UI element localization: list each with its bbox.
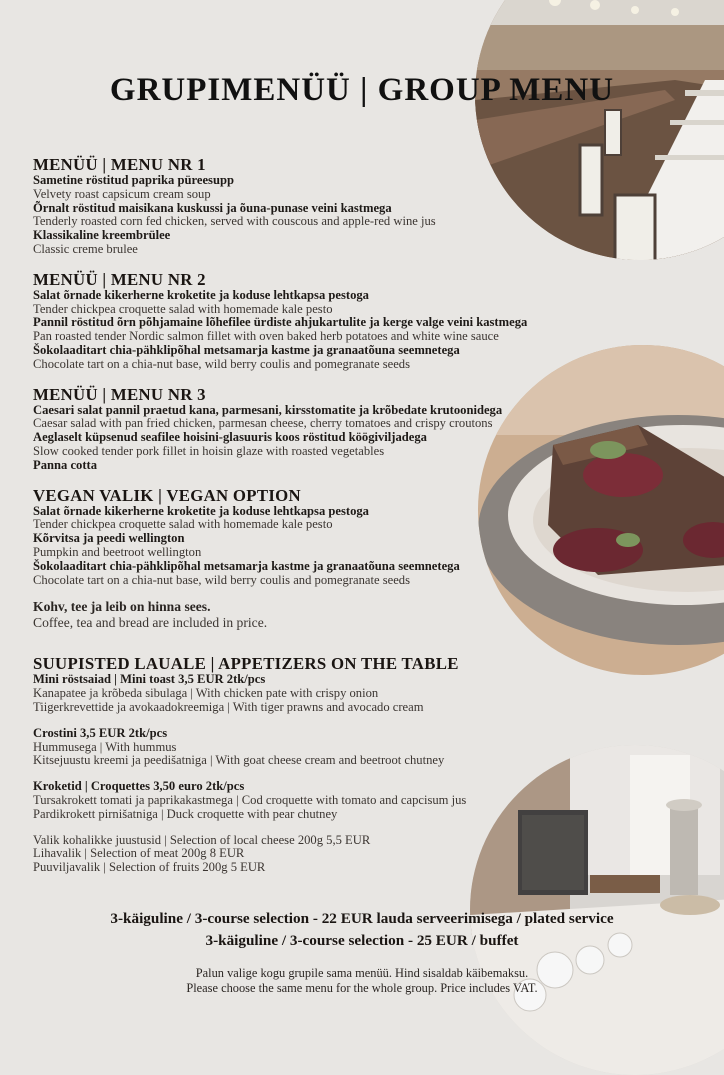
crostini-line-2: Kitsejuustu kreemi ja peedišatniga | With goat cheese cream and beetroot chutney (33, 753, 445, 768)
crostini-title: Crostini 3,5 EUR 2tk/pcs (33, 725, 168, 740)
menu2-item-3-en: Chocolate tart on a chia-nut base, wild berry coulis and pomegranate seeds (33, 356, 410, 371)
croquettes-title: Kroketid | Croquettes 3,50 euro 2tk/pcs (33, 779, 245, 794)
menu2-item-2-en: Pan roasted tender Nordic salmon fillet with oven baked herb potatoes and white wine sauce (33, 329, 499, 344)
vegan-heading: VEGAN VALIK | VEGAN OPTION (33, 485, 301, 505)
menu2-item-1-et: Salat õrnade kikerherne kroketite ja koduse lehtkapsa pestoga (33, 287, 369, 302)
vegan-item-3-en: Chocolate tart on a chia-nut base, wild berry coulis and pomegranate seeds (33, 572, 410, 587)
menu3-item-1-et: Caesari salat pannil praetud kana, parmesani, kirsstomatite ja krõbedate krutoonidega (33, 402, 503, 417)
selection-meat: Lihavalik | Selection of meat 200g 8 EUR (33, 846, 245, 861)
menu-content (33, 156, 683, 875)
menu3-item-2-et: Aeglaselt küpsenud seafilee hoisini-glasuuris koos röstitud köögiviljadega (33, 430, 427, 445)
page-title: GRUPIMENÜÜ | GROUP MENU (109, 72, 615, 108)
menu3-item-1-en: Caesar salad with pan fried chicken, parmesan cheese, cherry tomatoes and crispy croutons (33, 416, 493, 431)
menu1-item-2-en: Tenderly roasted corn fed chicken, served with couscous and apple-red wine jus (33, 214, 436, 229)
price-buffet: 3-käiguline / 3-course selection - 25 EUR / buffet (205, 932, 519, 949)
included-note-et: Kohv, tee ja leib on hinna sees. (33, 599, 211, 615)
crostini-line-1: Hummusega | With hummus (33, 739, 177, 754)
appetizers-heading: SUUPISTED LAUALE | APPETIZERS ON THE TABLE (33, 654, 459, 674)
footer-note (0, 966, 724, 995)
croquettes-line-1: Tursakrokett tomati ja paprikakastmega | Cod croquette with tomato and capcisum jus (33, 792, 467, 807)
vegan-item-1-en: Tender chickpea croquette salad with homemade kale pesto (33, 517, 333, 532)
vegan-item-1-et: Salat õrnade kikerherne kroketite ja koduse lehtkapsa pestoga (33, 503, 369, 518)
menu2-heading: MENÜÜ | MENU NR 2 (33, 269, 206, 289)
menu2-item-3-et: Šokolaaditart chia-pähklipõhal metsamarja kastme ja granaatõuna seemnetega (33, 342, 460, 357)
footer-en: Please choose the same menu for the whole group. Price includes VAT. (186, 980, 538, 995)
menu3-heading: MENÜÜ | MENU NR 3 (33, 384, 206, 404)
menu1-item-1-et: Sametine röstitud paprika püreesupp (33, 173, 234, 187)
included-note-en: Coffee, tea and bread are included in price. (33, 615, 268, 631)
vegan-item-2-en: Pumpkin and beetroot wellington (33, 544, 202, 559)
mini-toast-title: Mini röstsaiad | Mini toast 3,5 EUR 2tk/pcs (33, 672, 266, 687)
menu1-item-1-en: Velvety roast capsicum cream soup (33, 186, 211, 201)
menu1-item-3-en: Classic creme brulee (33, 241, 138, 256)
mini-toast-line-2: Tiigerkrevettide ja avokaadokreemiga | With tiger prawns and avocado cream (33, 699, 424, 714)
menu1-item-3-et: Klassikaline kreembrülee (33, 228, 171, 243)
croquettes-line-2: Pardikrokett pirnišatniga | Duck croquette with pear chutney (33, 806, 338, 821)
selection-fruits: Puuviljavalik | Selection of fruits 200g 5 EUR (33, 860, 266, 875)
selection-cheese: Valik kohalikke juustusid | Selection of local cheese 200g 5,5 EUR (33, 832, 371, 847)
menu2-item-1-en: Tender chickpea croquette salad with homemade kale pesto (33, 301, 333, 316)
menu2-item-2-et: Pannil röstitud õrn põhjamaine lõhefilee ürdiste ahjukartulite ja kerge valge veini kastmega (33, 315, 528, 330)
menu1-heading: MENÜÜ | MENU NR 1 (33, 155, 206, 174)
menu3-item-3-et: Panna cotta (33, 457, 98, 472)
vegan-item-2-et: Kõrvitsa ja peedi wellington (33, 531, 185, 546)
mini-toast-line-1: Kanapatee ja krõbeda sibulaga | With chicken pate with crispy onion (33, 686, 379, 701)
menu3-item-2-en: Slow cooked tender pork fillet in hoisin glaze with roasted vegetables (33, 443, 385, 458)
footer-et: Palun valige kogu grupile sama menüü. Hind sisaldab käibemaksu. (195, 966, 529, 980)
menu1-item-2-et: Õrnalt röstitud maisikana kuskussi ja õuna-punase veini kastmega (33, 200, 392, 215)
vegan-item-3-et: Šokolaaditart chia-pähklipõhal metsamarja kastme ja granaatõuna seemnetega (33, 558, 460, 573)
price-plated: 3-käiguline / 3-course selection - 22 EUR lauda serveerimisega / plated service (110, 910, 614, 927)
price-options (0, 908, 724, 952)
